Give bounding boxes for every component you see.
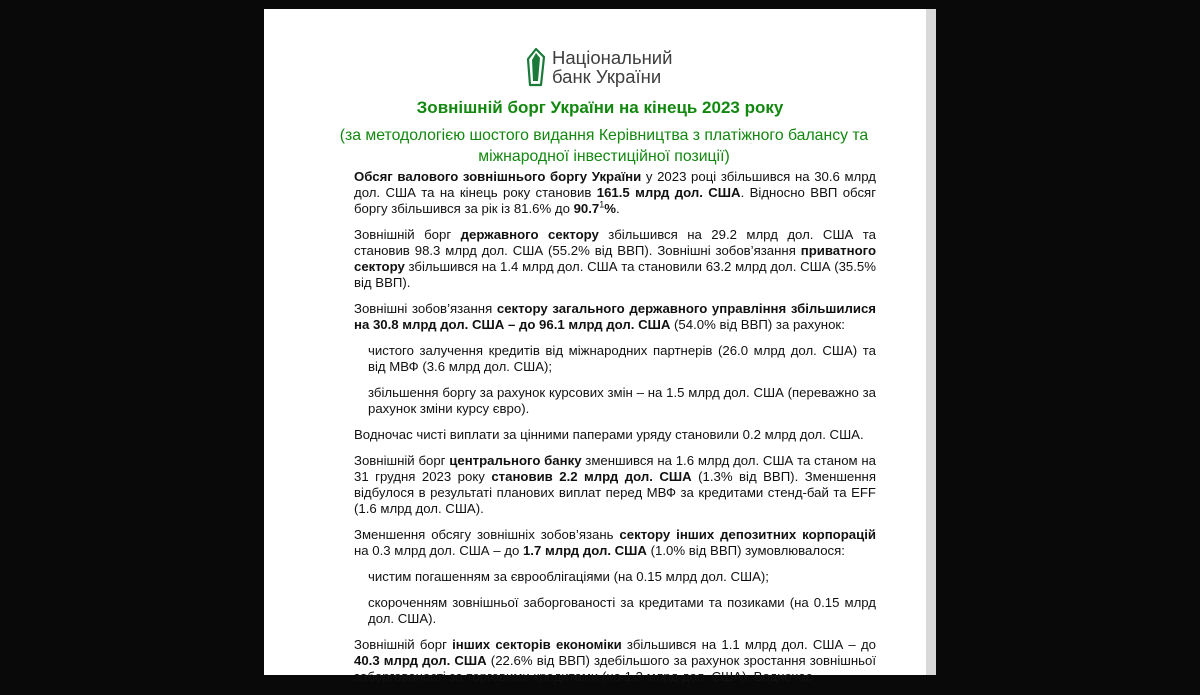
nbu-logo xyxy=(526,47,672,87)
text: у 2023 році збільшився на 30.6 млрд дол. США та на кінець року становив xyxy=(354,169,876,200)
nbu-emblem-icon xyxy=(526,47,546,87)
page-scrollbar[interactable] xyxy=(926,9,936,675)
document-page xyxy=(264,9,936,684)
logo-line-2: банк України xyxy=(552,66,662,87)
bold-text: 40.3 млрд дол. США xyxy=(354,653,487,668)
document-body xyxy=(354,169,876,695)
bold-text: 90.7 xyxy=(573,201,600,216)
bold-text: становив 2.2 млрд дол. США xyxy=(491,469,692,484)
text: (22.6% від ВВП) здебільшого за рахунок зростання зовнішньої заборгованості за торговими кредитами (на 1.3 млрд дол. США). Водночас xyxy=(354,653,876,684)
text: збільшився на 1.4 млрд дол. США та становили 63.2 млрд дол. США (35.5% від ВВП). xyxy=(354,259,876,290)
list-item-eurobonds: чистим погашенням за єврооблігаціями (на 0.15 млрд дол. США); xyxy=(368,569,769,584)
bold-text: державного сектору xyxy=(460,227,599,242)
text: (1.0% від ВВП) зумовлювалося: xyxy=(646,543,845,558)
list-item-exchange-rate: збільшення боргу за рахунок курсових змін – на 1.5 млрд дол. США (переважно за рахунок зміни курсу євро). xyxy=(368,385,876,416)
bold-text: 1.7 млрд дол. США xyxy=(522,543,647,558)
bold-text: Обсяг валового зовнішнього боргу України xyxy=(354,169,642,184)
paragraph-gross-debt xyxy=(354,169,876,217)
bold-text: приватного сектору xyxy=(354,243,876,274)
document-subtitle: (за методологією шостого видання Керівництва з платіжного балансу та міжнародної інвестиційної позиції) xyxy=(339,127,869,165)
bold-text: % xyxy=(604,201,616,216)
paragraph-general-government xyxy=(354,301,876,333)
text: Зменшення обсягу зовнішніх зобов’язань xyxy=(354,527,620,542)
text: . Відносно ВВП обсяг боргу збільшився за рік із 81.6% до xyxy=(354,185,877,216)
text: зменшився на 1.6 млрд дол. США та станом на 31 грудня 2023 року xyxy=(354,453,876,484)
bold-text: 161.5 млрд дол. США xyxy=(596,185,741,200)
text: . xyxy=(616,201,620,216)
text: (54.0% від ВВП) за рахунок: xyxy=(670,317,845,332)
paragraph-other-sectors xyxy=(354,637,876,685)
footnote-marker[interactable]: 1 xyxy=(599,199,605,210)
paragraph-central-bank xyxy=(354,453,876,517)
bold-text: сектору інших депозитних корпорацій xyxy=(619,527,876,542)
document-title: Зовнішній борг України на кінець 2023 року xyxy=(416,98,784,117)
text: Зовнішні зобов’язання xyxy=(354,301,497,316)
paragraph-securities: Водночас чисті виплати за цінними паперами уряду становили 0.2 млрд дол. США. xyxy=(354,427,864,442)
bold-text: центрального банку xyxy=(449,453,582,468)
bold-text: інших секторів економіки xyxy=(452,637,622,652)
text: (1.3% від ВВП). Зменшення відбулося в результаті планових виплат перед МВФ за кредитами стенд-бай та EFF (1.6 млрд дол. США). xyxy=(354,469,876,516)
logo-text xyxy=(552,48,672,86)
text: Зовнішній борг xyxy=(354,637,453,652)
text: Зовнішній борг xyxy=(354,227,461,242)
text: Зовнішній борг xyxy=(354,453,450,468)
list-item-loans: чистого залучення кредитів від міжнародних партнерів (26.0 млрд дол. США) та від МВФ (3.6 млрд дол. США); xyxy=(368,343,876,374)
text: збільшився на 1.1 млрд дол. США – до xyxy=(621,637,876,652)
paragraph-deposit-corporations xyxy=(354,527,876,559)
paragraph-public-private xyxy=(354,227,876,291)
text: збільшився на 29.2 млрд дол. США та становив 98.3 млрд дол. США (55.2% від ВВП). Зовнішні зобов’язання xyxy=(354,227,877,258)
bold-text: сектору загального державного управління збільшилися на 30.8 млрд дол. США – до 96.1 млрд дол. США xyxy=(354,301,876,332)
logo-line-1: Національний xyxy=(552,47,673,68)
list-item-loans-reduction: скороченням зовнішньої заборгованості за кредитами та позиками (на 0.15 млрд дол. США). xyxy=(368,595,876,626)
text: на 0.3 млрд дол. США – до xyxy=(354,543,523,558)
